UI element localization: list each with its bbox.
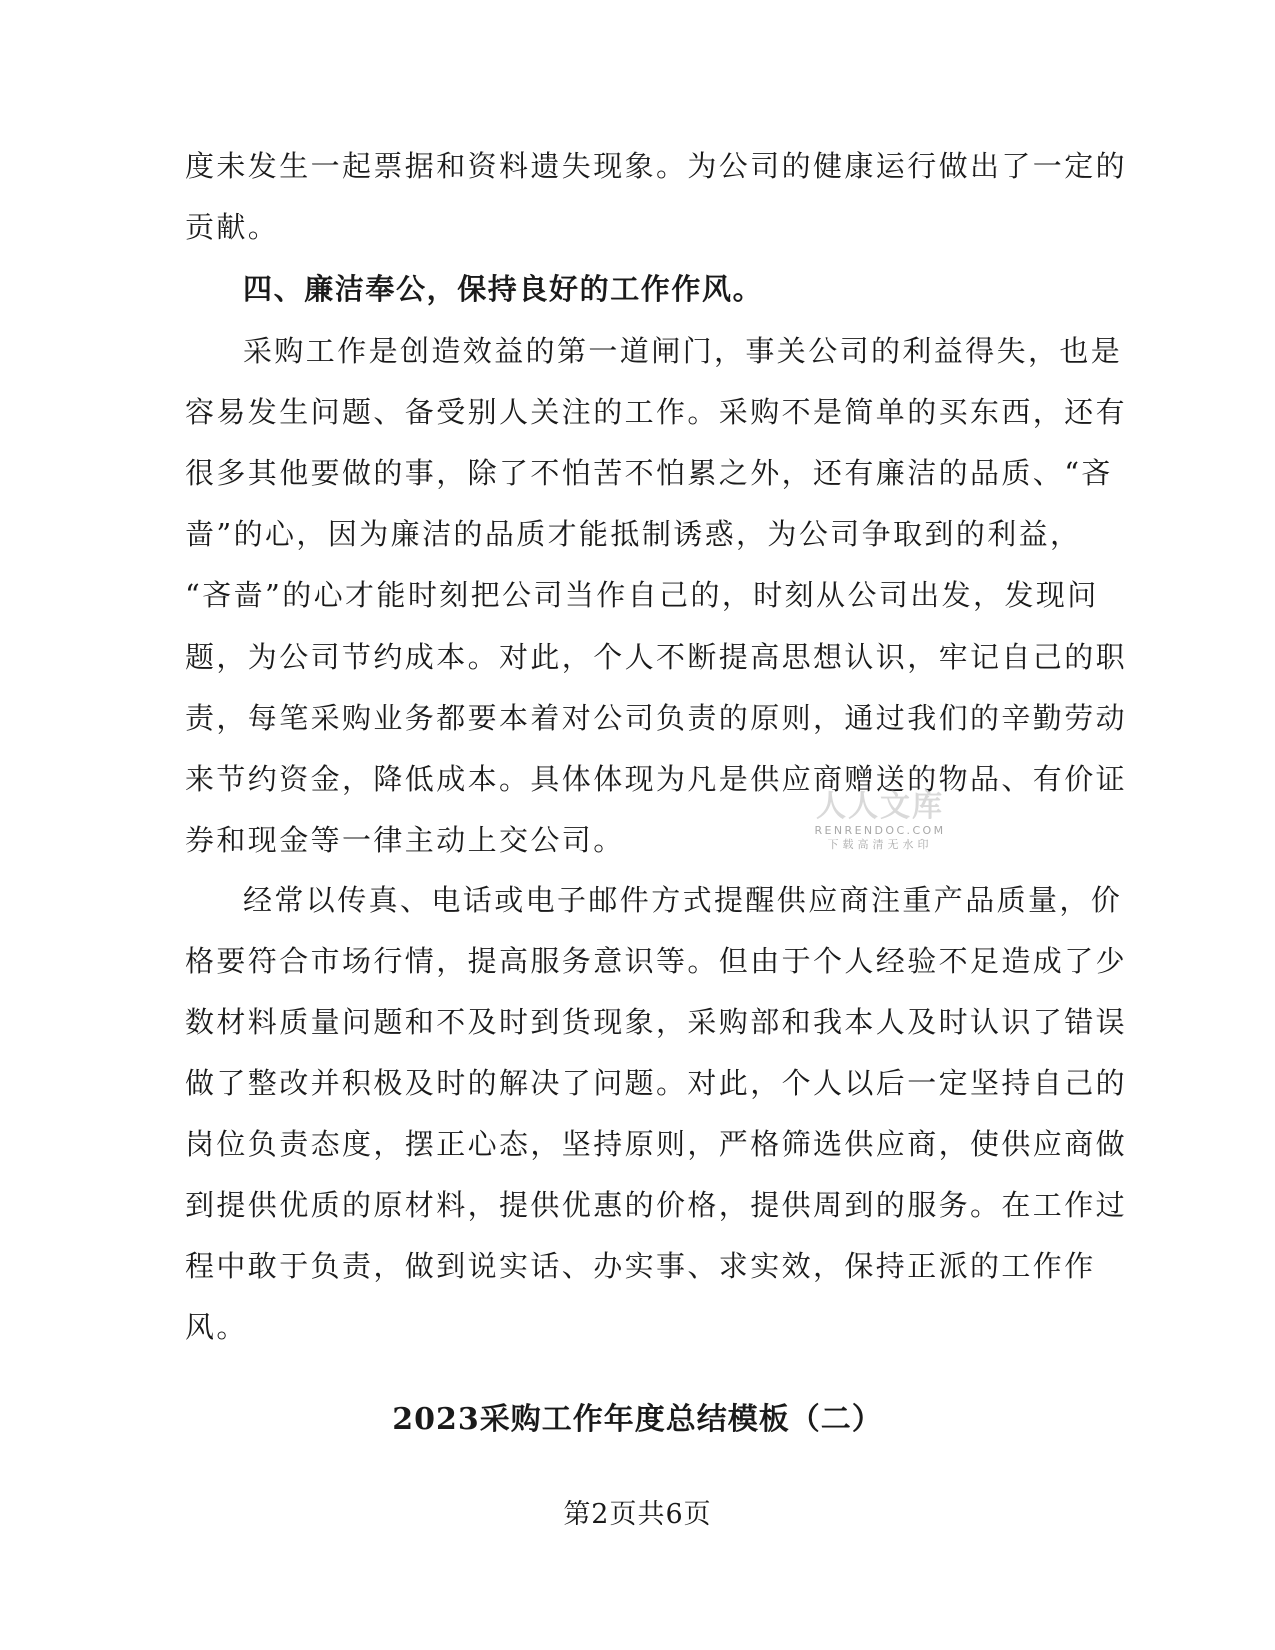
paragraph-line: 做了整改并积极及时的解决了问题。对此，个人以后一定坚持自己的 <box>185 1066 1128 1100</box>
watermark-logo: 人人文库 <box>816 789 944 824</box>
paragraph-line: 风。 <box>185 1310 248 1344</box>
paragraph-line: 数材料质量问题和不及时到货现象，采购部和我本人及时认识了错误 <box>185 1005 1128 1039</box>
paragraph-line: 贡献。 <box>185 210 280 244</box>
paragraph-line: 格要符合市场行情，提高服务意识等。但由于个人经验不足造成了少 <box>185 944 1128 978</box>
paragraph-line: 啬”的心，因为廉洁的品质才能抵制诱惑，为公司争取到的利益， <box>185 517 1082 551</box>
paragraph-line: 容易发生问题、备受别人关注的工作。采购不是简单的买东西，还有 <box>185 395 1128 429</box>
paragraph-line: 题，为公司节约成本。对此，个人不断提高思想认识，牢记自己的职 <box>185 640 1128 674</box>
paragraph-line: 来节约资金，降低成本。具体体现为凡是供应商赠送的物品、有价证 <box>185 762 1128 796</box>
section-heading: 四、廉洁奉公，保持良好的工作作风。 <box>243 272 764 306</box>
page-footer: 第2页共6页 <box>563 1499 712 1530</box>
paragraph-line: 责，每笔采购业务都要本着对公司负责的原则，通过我们的辛勤劳动 <box>185 701 1128 735</box>
paragraph-line: 采购工作是创造效益的第一道闸门，事关公司的利益得失，也是 <box>243 334 1123 368</box>
paragraph-line: 到提供优质的原材料，提供优惠的价格，提供周到的服务。在工作过 <box>185 1188 1128 1222</box>
watermark-site: RENRENDOC.COM <box>814 824 946 837</box>
paragraph-line: 岗位负责态度，摆正心态，坚持原则，严格筛选供应商，使供应商做 <box>185 1127 1128 1161</box>
paragraph-line: 很多其他要做的事，除了不怕苦不怕累之外，还有廉洁的品质、“吝 <box>185 456 1113 490</box>
paragraph-line: 度未发生一起票据和资料遗失现象。为公司的健康运行做出了一定的 <box>185 149 1128 183</box>
paragraph-line: 程中敢于负责，做到说实话、办实事、求实效，保持正派的工作作 <box>185 1249 1096 1283</box>
paragraph-line: 券和现金等一律主动上交公司。 <box>185 823 625 857</box>
watermark-subtitle: 下载高清无水印 <box>827 838 933 851</box>
paragraph-line: 经常以传真、电话或电子邮件方式提醒供应商注重产品质量，价 <box>243 883 1123 917</box>
section-title: 2023采购工作年度总结模板（二） <box>392 1402 883 1437</box>
paragraph-line: “吝啬”的心才能时刻把公司当作自己的，时刻从公司出发，发现问 <box>185 578 1099 612</box>
